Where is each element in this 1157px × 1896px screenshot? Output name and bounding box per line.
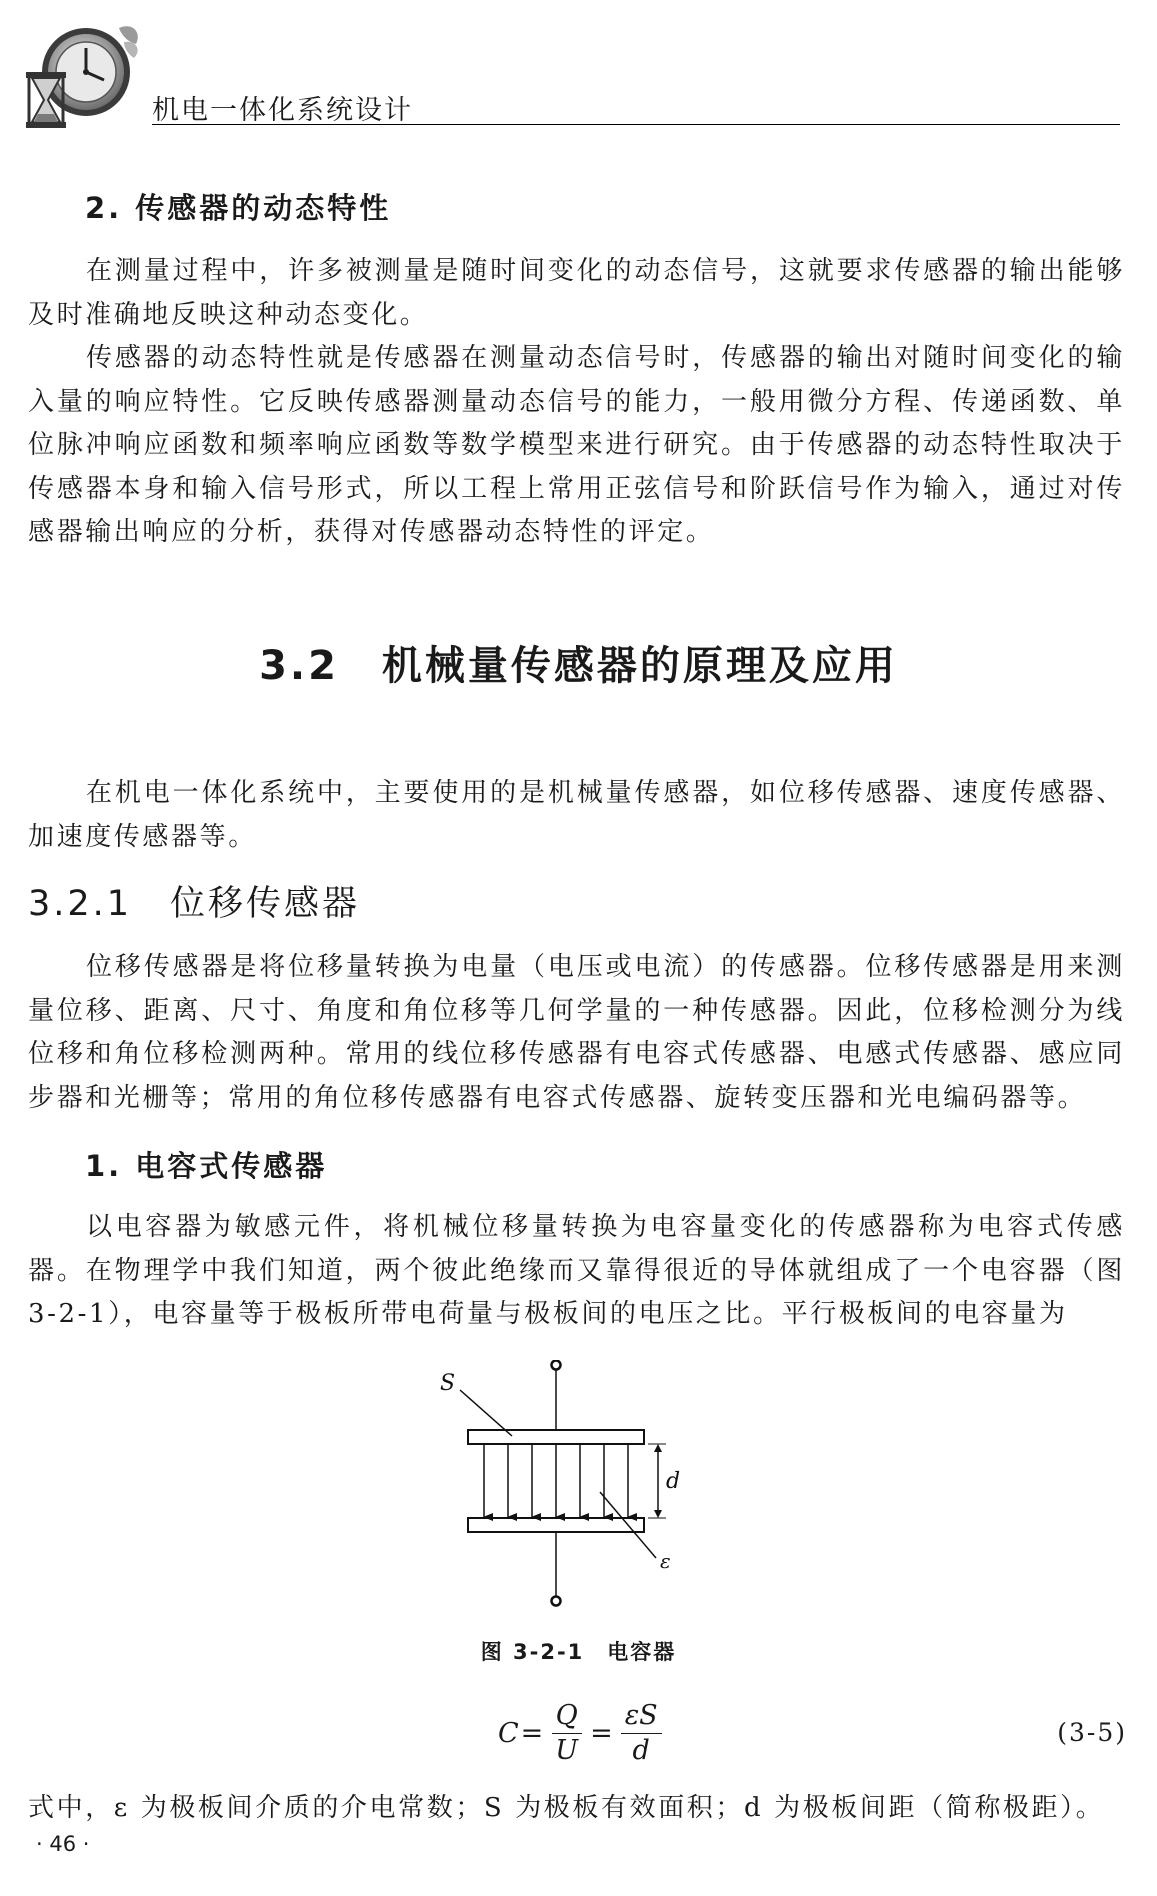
numerator-q: Q bbox=[552, 1701, 582, 1734]
book-title: 机电一体化系统设计 bbox=[152, 95, 413, 126]
header-rule bbox=[152, 124, 1120, 125]
paragraph-dynamic-1: 在测量过程中，许多被测量是随时间变化的动态信号，这就要求传感器的输出能够及时准确地反映这种动态变化。 bbox=[28, 256, 1125, 330]
bottom-terminal bbox=[552, 1597, 561, 1606]
equation-equals-1: = bbox=[520, 1717, 544, 1749]
capacitive-sensor-paragraph: 以电容器为敏感元件，将机械位移量转换为电容量变化的传感器称为电容式传感器。在物理学中我们知道，两个彼此绝缘而又靠得很近的导体就组成了一个电容器（图3-2-1），电容量等于极板所带电荷量与极板间的电压之比。平行极板间的电容量为 bbox=[28, 1212, 1125, 1329]
fraction-es-over-d bbox=[621, 1701, 662, 1766]
label-s: S bbox=[440, 1371, 456, 1396]
page-number: · 46 · bbox=[36, 1832, 90, 1856]
fraction-q-over-u bbox=[551, 1701, 582, 1766]
figure-caption: 图 3-2-1 电容器 bbox=[480, 1640, 677, 1664]
bottom-plate bbox=[468, 1518, 644, 1532]
label-d: d bbox=[666, 1469, 681, 1494]
denominator-u: U bbox=[555, 1734, 579, 1766]
paragraph-dynamic-2: 传感器的动态特性就是传感器在测量动态信号时，传感器的输出对随时间变化的输入量的响应特性。它反映传感器测量动态信号的能力，一般用微分方程、传递函数、单位脉冲响应函数和频率响应函数等数学模型来进行研究。由于传感器的动态特性取决于传感器本身和输入信号形式，所以工程上常用正弦信号和阶跃信号作为输入，通过对传感器输出响应的分析，获得对传感器动态特性的评定。 bbox=[28, 343, 1125, 547]
electric-field-lines bbox=[484, 1444, 628, 1517]
dynamic-characteristics-heading: 2. 传感器的动态特性 bbox=[85, 191, 392, 225]
numerator-es: εS bbox=[621, 1701, 662, 1734]
capacitive-sensor-heading: 1. 电容式传感器 bbox=[85, 1149, 328, 1183]
equation-lhs: C bbox=[498, 1717, 519, 1749]
equation-equals-2: = bbox=[590, 1717, 613, 1749]
capacitor-diagram bbox=[440, 1360, 730, 1635]
section-intro-paragraph: 在机电一体化系统中，主要使用的是机械量传感器，如位移传感器、速度传感器、加速度传感器等。 bbox=[28, 778, 1125, 852]
equation-number: (3-5) bbox=[1057, 1718, 1127, 1747]
section-title: 3.2 机械量传感器的原理及应用 bbox=[259, 643, 898, 689]
top-plate bbox=[468, 1430, 644, 1444]
label-epsilon: ε bbox=[660, 1549, 671, 1573]
capacitance-equation bbox=[498, 1698, 668, 1768]
definition-paragraph: 式中，ε 为极板间介质的介电常数；S 为极板有效面积；d 为极板间距（简称极距）。 bbox=[28, 1793, 1105, 1823]
denominator-d: d bbox=[632, 1734, 650, 1766]
subsection-title: 3.2.1 位移传感器 bbox=[28, 884, 361, 924]
clock-hourglass-logo-icon bbox=[24, 20, 144, 132]
displacement-sensor-paragraph: 位移传感器是将位移量转换为电量（电压或电流）的传感器。位移传感器是用来测量位移、距离、尺寸、角度和角位移等几何学量的一种传感器。因此，位移检测分为线位移和角位移检测两种。常用的线位移传感器有电容式传感器、电感式传感器、感应同步器和光栅等；常用的角位移传感器有电容式传感器、旋转变压器和光电编码器等。 bbox=[28, 952, 1125, 1113]
top-terminal bbox=[552, 1361, 561, 1370]
